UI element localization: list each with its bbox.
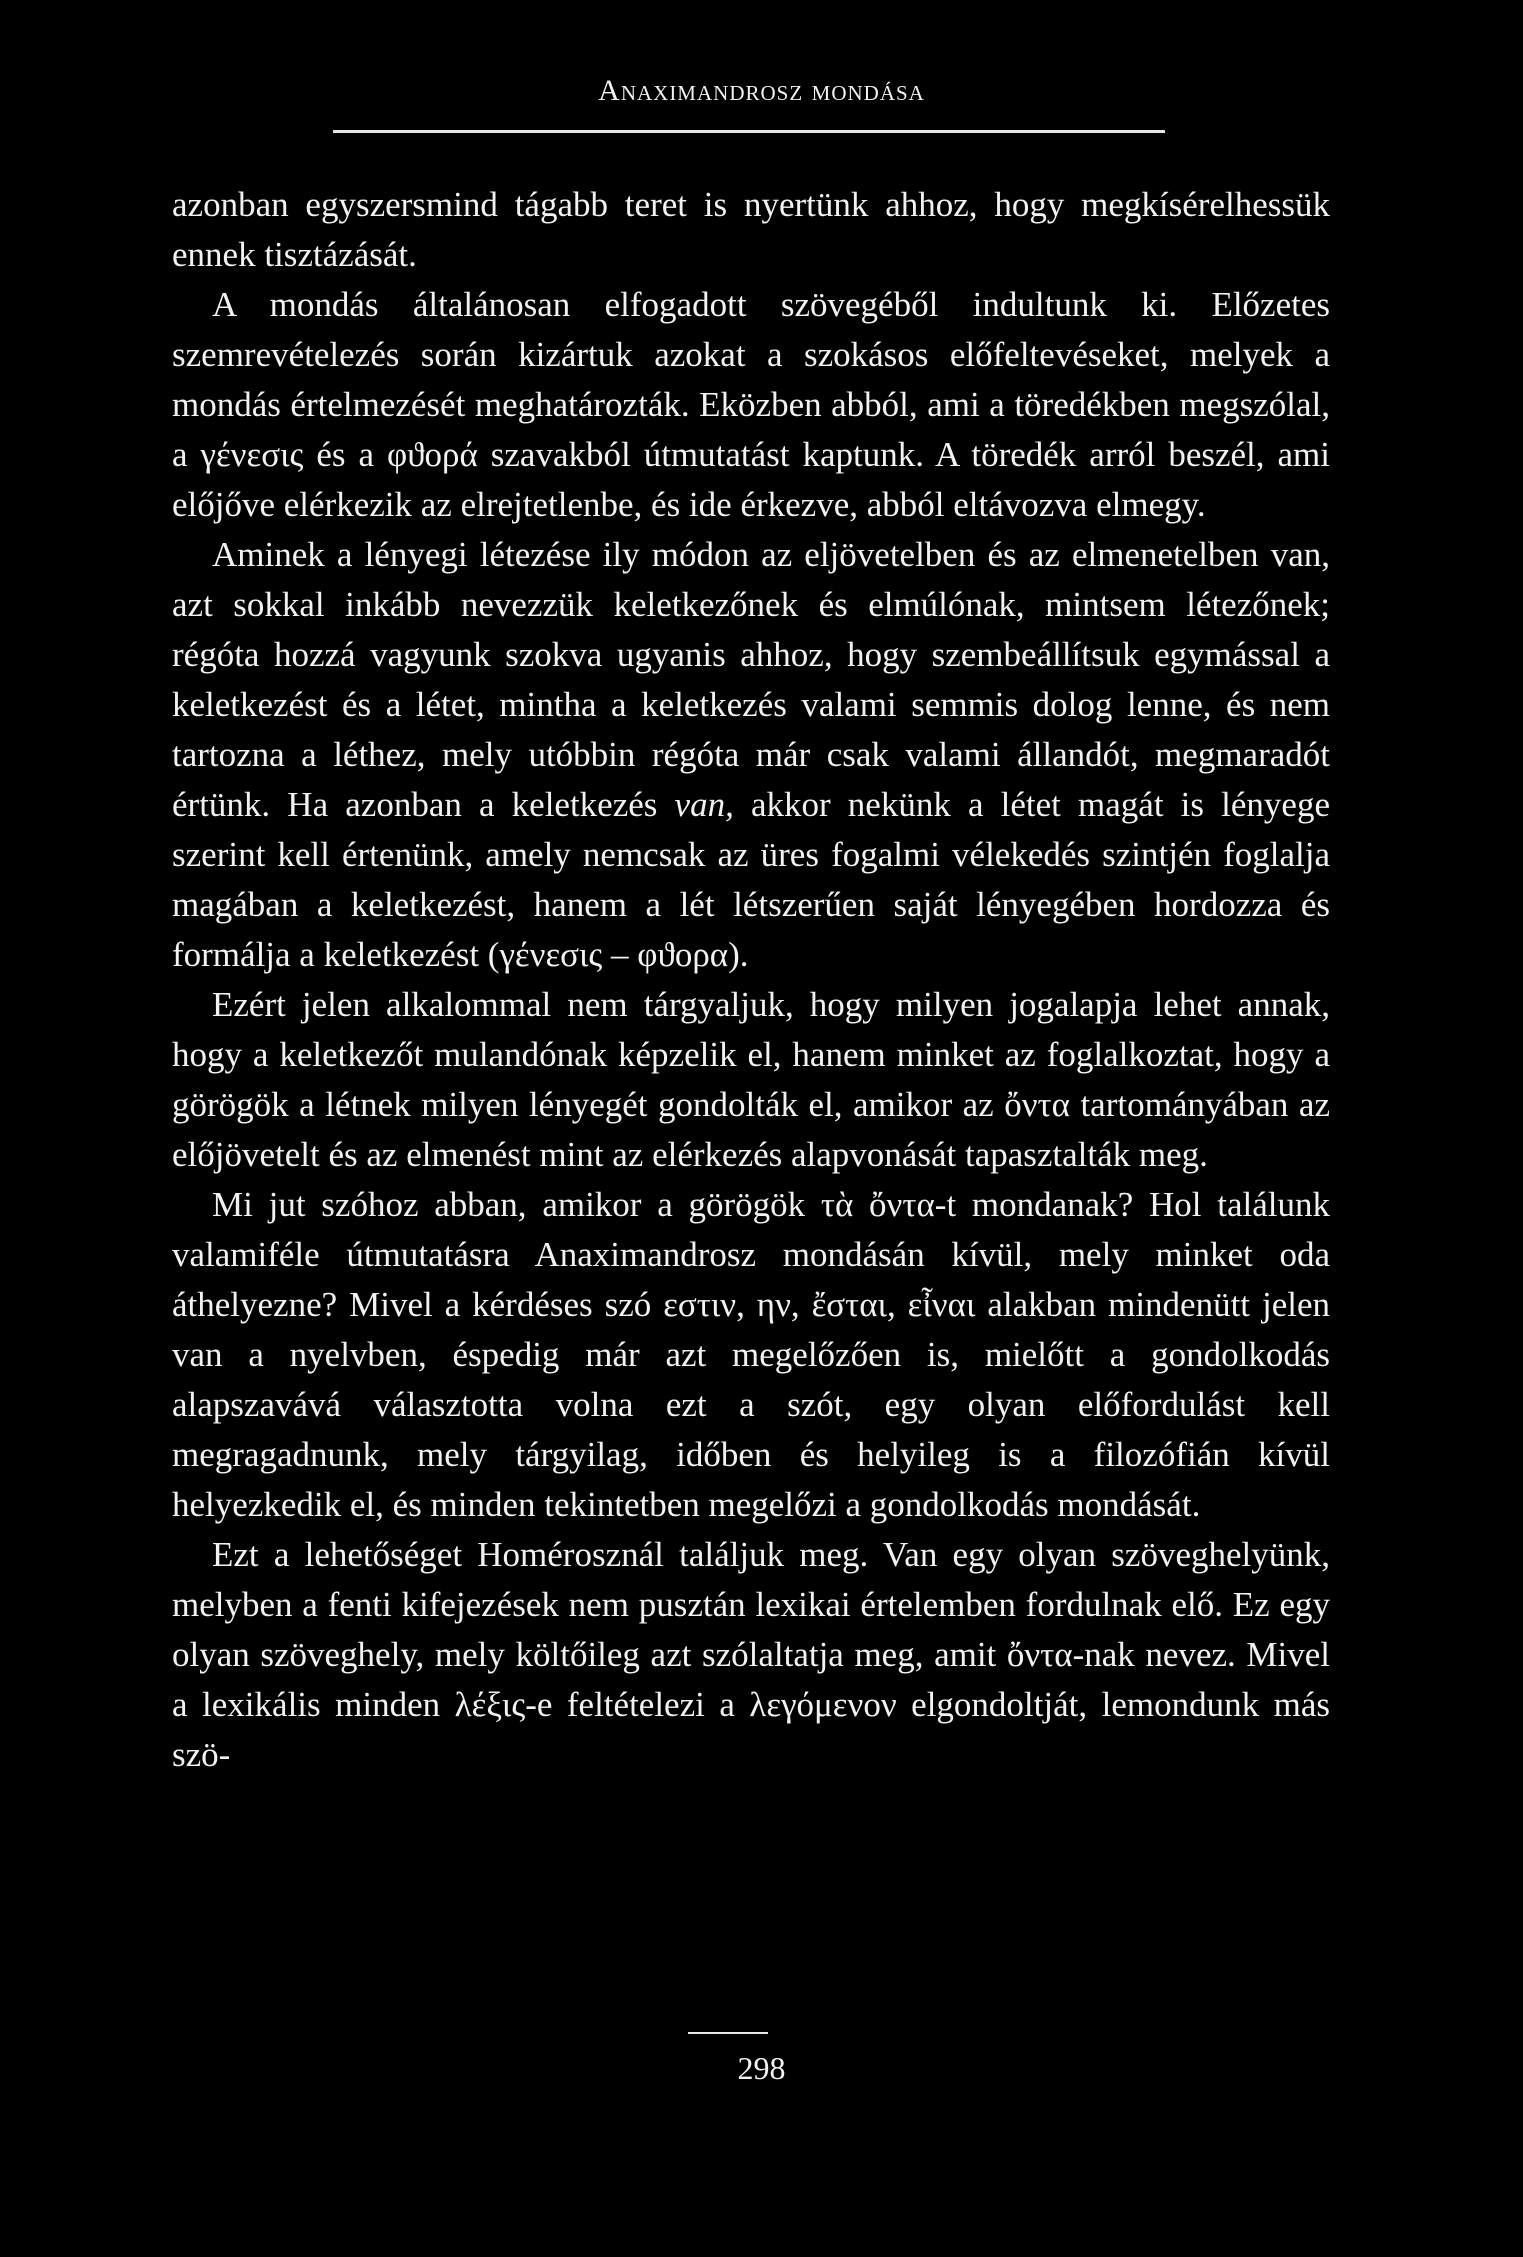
body-text — [172, 180, 1330, 1780]
footer-rule — [688, 2032, 768, 2034]
header-rule — [333, 130, 1165, 133]
paragraph: Ezt a lehetőséget Homérosznál találjuk meg. Van egy olyan szöveghelyünk, melyben a fenti kifejezések nem pusztán lexikai értelemben fordulnak elő. Ez egy olyan szöveghely, mely költőileg azt szólaltatja meg, amit ὄντα-nak nevez. Mivel a lexikális minden λέξις-e feltételezi a λεγόμενον elgondoltját, lemondunk más szö- — [172, 1535, 1330, 1774]
paragraph: Ezért jelen alkalommal nem tárgyaljuk, hogy milyen jogalapja lehet annak, hogy a keletkezőt mulandónak képzelik el, hanem minket az foglalkoztat, hogy a görögök a létnek milyen lényegét gondolták el, amikor az ὄντα tartományában az előjövetelt és az elmenést mint az elérkezés alapvonását tapasztalták meg. — [172, 985, 1330, 1174]
paragraph: A mondás általánosan elfogadott szövegéből indultunk ki. Előzetes szemrevételezés során kizártuk azokat a szokásos előfeltevéseket, melyek a mondás értelmezését meghatározták. Eközben abból, ami a töredékben megszólal, a γένεσις és a φϑορά szavakból útmutatást kaptunk. A töredék arról beszél, ami előjőve elérkezik az elrejtetlenbe, és ide érkezve, abból eltávozva elmegy. — [172, 285, 1330, 524]
paragraph-text: akkor nekünk a létet magát is lényege szerint kell értenünk, amely nemcsak az üres fogalmi vélekedés szintjén foglalja magában a keletkezést, hanem a lét létszerűen saját lényegében hordozza és formálja a keletkezést (γένεσις – φϑορα). — [172, 785, 1330, 974]
paragraph — [172, 530, 1330, 980]
paragraph: Mi jut szóhoz abban, amikor a görögök τὰ ὄντα-t mondanak? Hol találunk valamiféle útmutatásra Anaximandrosz mondásán kívül, mely minket oda áthelyezne? Mivel a kérdéses szó εστιν, ην, ἔσται, εἶναι alakban mindenütt jelen van a nyelvben, éspedig már azt megelőzően is, mielőtt a gondolkodás alapszavává választotta volna ezt a szót, egy olyan előfordulást kell megragadnunk, mely tárgyilag, időben és helyileg is a filozófián kívül helyezkedik el, és minden tekintetben megelőzi a gondolkodás mondását. — [172, 1185, 1330, 1524]
paragraph: azonban egyszersmind tágabb teret is nyertünk ahhoz, hogy megkísérelhessük ennek tisztázását. — [172, 185, 1330, 274]
paragraph-text: Aminek a lényegi létezése ily módon az eljövetelben és az elmenetelben van, azt sokkal inkább nevezzük keletkezőnek és elmúlónak, mintsem létezőnek; régóta hozzá vagyunk szokva ugyanis ahhoz, hogy szembeállítsuk egymással a keletkezést és a létet, mintha a keletkezés valami semmis dolog lenne, és nem tartozna a léthez, mely utóbbin régóta már csak valami állandót, megmaradót értünk. Ha azonban a keletkezés — [172, 535, 1330, 824]
running-head: Anaximandrosz mondása — [598, 74, 925, 107]
italic-emphasis: van, — [674, 785, 734, 824]
page-number: 298 — [737, 2050, 786, 2086]
